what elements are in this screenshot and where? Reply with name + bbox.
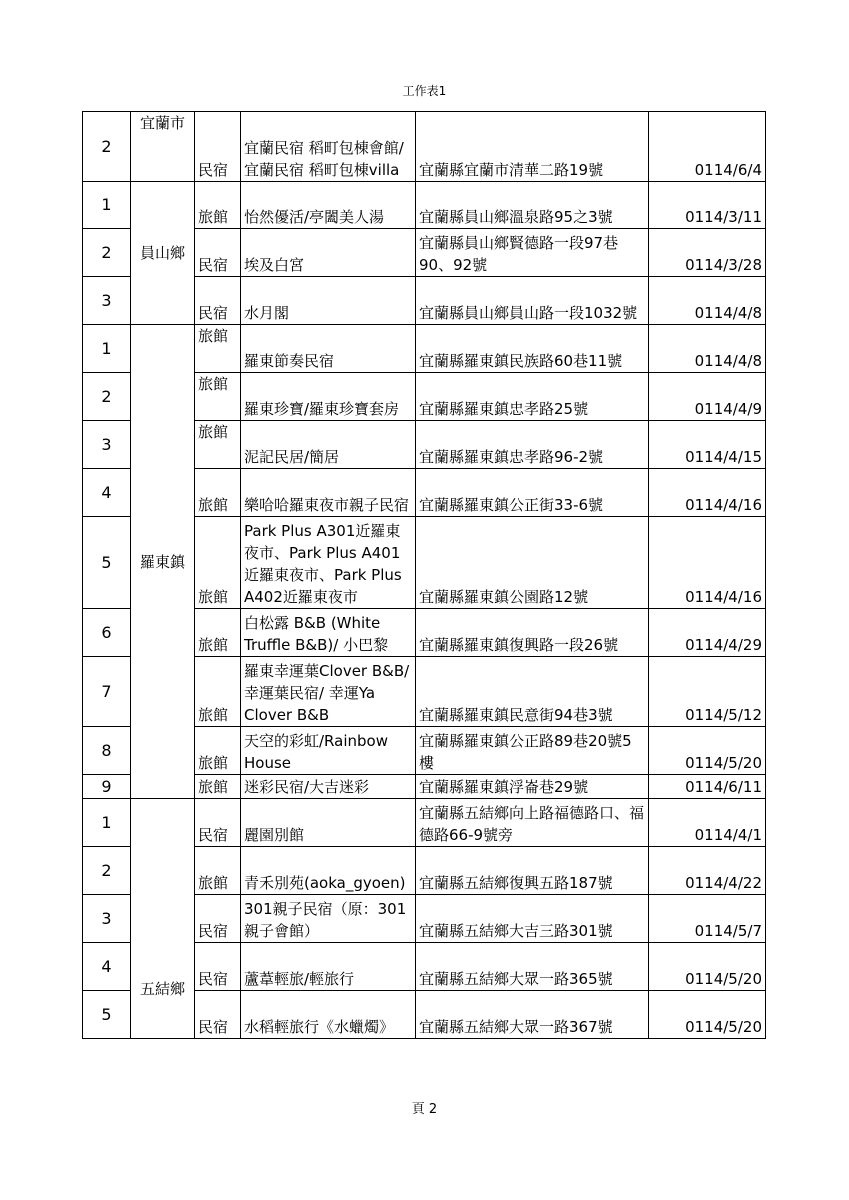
row-number: 5: [83, 517, 131, 609]
row-number: 9: [83, 775, 131, 799]
address-cell: 宜蘭縣羅東鎮公正街33-6號: [416, 469, 649, 517]
name-cell: 宜蘭民宿 稻町包棟會館/ 宜蘭民宿 稻町包棟villa: [241, 112, 416, 182]
row-number: 3: [83, 277, 131, 325]
row-number: 2: [83, 373, 131, 421]
date-cell: 0114/4/15: [649, 421, 766, 469]
name-cell: 怡然優活/亭闔美人湯: [241, 182, 416, 229]
address-cell: 宜蘭縣羅東鎮民意街94巷3號: [416, 657, 649, 727]
row-number: 2: [83, 847, 131, 895]
address-cell: 宜蘭縣宜蘭市清華二路19號: [416, 112, 649, 182]
date-cell: 0114/3/11: [649, 182, 766, 229]
type-cell: 民宿: [195, 895, 241, 943]
type-cell: 旅館: [195, 517, 241, 609]
row-number: 1: [83, 799, 131, 847]
type-cell: 民宿: [195, 991, 241, 1039]
address-cell: 宜蘭縣五結鄉大眾一路365號: [416, 943, 649, 991]
name-cell: 青禾別苑(aoka_gyoen): [241, 847, 416, 895]
name-cell: 埃及白宮: [241, 229, 416, 277]
name-cell: 水稻輕旅行《水蠟燭》: [241, 991, 416, 1039]
type-cell: 民宿: [195, 799, 241, 847]
address-cell: 宜蘭縣羅東鎮民族路60巷11號: [416, 325, 649, 373]
row-number: 4: [83, 943, 131, 991]
type-cell: 旅館: [195, 775, 241, 799]
address-cell: 宜蘭縣員山鄉員山路一段1032號: [416, 277, 649, 325]
type-cell: 旅館: [195, 727, 241, 775]
date-cell: 0114/5/12: [649, 657, 766, 727]
date-cell: 0114/6/11: [649, 775, 766, 799]
row-number: 3: [83, 421, 131, 469]
table-row: [83, 112, 766, 182]
name-cell: 泥記民居/簡居: [241, 421, 416, 469]
name-cell: 麗園別館: [241, 799, 416, 847]
date-cell: 0114/3/28: [649, 229, 766, 277]
date-cell: 0114/4/1: [649, 799, 766, 847]
name-cell: 迷彩民宿/大吉迷彩: [241, 775, 416, 799]
row-number: 2: [83, 112, 131, 182]
date-cell: 0114/6/4: [649, 112, 766, 182]
row-number: 7: [83, 657, 131, 727]
type-cell: 旅館: [195, 657, 241, 727]
address-cell: 宜蘭縣五結鄉大吉三路301號: [416, 895, 649, 943]
type-cell: 旅館: [195, 847, 241, 895]
type-cell: 旅館: [195, 609, 241, 657]
name-cell: 蘆葦輕旅/輕旅行: [241, 943, 416, 991]
address-cell: 宜蘭縣五結鄉向上路福德路口、福德路66-9號旁: [416, 799, 649, 847]
date-cell: 0114/5/20: [649, 943, 766, 991]
type-cell: 旅館: [195, 421, 241, 469]
type-cell: 民宿: [195, 277, 241, 325]
name-cell: 羅東幸運葉Clover B&B/ 幸運葉民宿/ 幸運Ya Clover B&B: [241, 657, 416, 727]
page-number: 頁 2: [411, 1102, 438, 1117]
type-cell: 旅館: [195, 325, 241, 373]
row-number: 6: [83, 609, 131, 657]
row-number: 2: [83, 229, 131, 277]
table-row: [83, 325, 766, 373]
date-cell: 0114/5/7: [649, 895, 766, 943]
township-cell: 員山鄉: [131, 182, 195, 325]
township-cell: 五結鄉: [131, 799, 195, 1039]
date-cell: 0114/4/16: [649, 517, 766, 609]
date-cell: 0114/4/8: [649, 277, 766, 325]
name-cell: 羅東節奏民宿: [241, 325, 416, 373]
type-cell: 民宿: [195, 229, 241, 277]
date-cell: 0114/4/8: [649, 325, 766, 373]
row-number: 8: [83, 727, 131, 775]
name-cell: 301親子民宿（原：301親子會館）: [241, 895, 416, 943]
table-row: [83, 799, 766, 847]
type-cell: 旅館: [195, 373, 241, 421]
address-cell: 宜蘭縣羅東鎮浮崙巷29號: [416, 775, 649, 799]
date-cell: 0114/4/22: [649, 847, 766, 895]
row-number: 3: [83, 895, 131, 943]
row-number: 4: [83, 469, 131, 517]
name-cell: 樂哈哈羅東夜市親子民宿: [241, 469, 416, 517]
table-row: [83, 182, 766, 229]
row-number: 1: [83, 325, 131, 373]
name-cell: Park Plus A301近羅東夜市、Park Plus A401近羅東夜市、Park Plus A402近羅東夜市: [241, 517, 416, 609]
type-cell: 旅館: [195, 469, 241, 517]
type-cell: 民宿: [195, 112, 241, 182]
date-cell: 0114/5/20: [649, 727, 766, 775]
township-cell: 羅東鎮: [131, 325, 195, 799]
address-cell: 宜蘭縣羅東鎮忠孝路25號: [416, 373, 649, 421]
name-cell: 天空的彩虹/Rainbow House: [241, 727, 416, 775]
address-cell: 宜蘭縣員山鄉溫泉路95之3號: [416, 182, 649, 229]
address-cell: 宜蘭縣羅東鎮復興路一段26號: [416, 609, 649, 657]
address-cell: 宜蘭縣員山鄉賢德路一段97巷90、92號: [416, 229, 649, 277]
address-cell: 宜蘭縣五結鄉大眾一路367號: [416, 991, 649, 1039]
township-cell: 宜蘭市: [131, 112, 195, 182]
row-number: 5: [83, 991, 131, 1039]
date-cell: 0114/4/9: [649, 373, 766, 421]
address-cell: 宜蘭縣五結鄉復興五路187號: [416, 847, 649, 895]
row-number: 1: [83, 182, 131, 229]
name-cell: 白松露 B&B (White Truffle B&B)/ 小巴黎: [241, 609, 416, 657]
lodging-table: [82, 111, 766, 1039]
address-cell: 宜蘭縣羅東鎮公正路89巷20號5樓: [416, 727, 649, 775]
address-cell: 宜蘭縣羅東鎮忠孝路96-2號: [416, 421, 649, 469]
name-cell: 羅東珍寶/羅東珍寶套房: [241, 373, 416, 421]
type-cell: 民宿: [195, 943, 241, 991]
address-cell: 宜蘭縣羅東鎮公園路12號: [416, 517, 649, 609]
date-cell: 0114/5/20: [649, 991, 766, 1039]
date-cell: 0114/4/16: [649, 469, 766, 517]
name-cell: 水月閣: [241, 277, 416, 325]
sheet-title: 工作表1: [402, 84, 447, 98]
date-cell: 0114/4/29: [649, 609, 766, 657]
type-cell: 旅館: [195, 182, 241, 229]
